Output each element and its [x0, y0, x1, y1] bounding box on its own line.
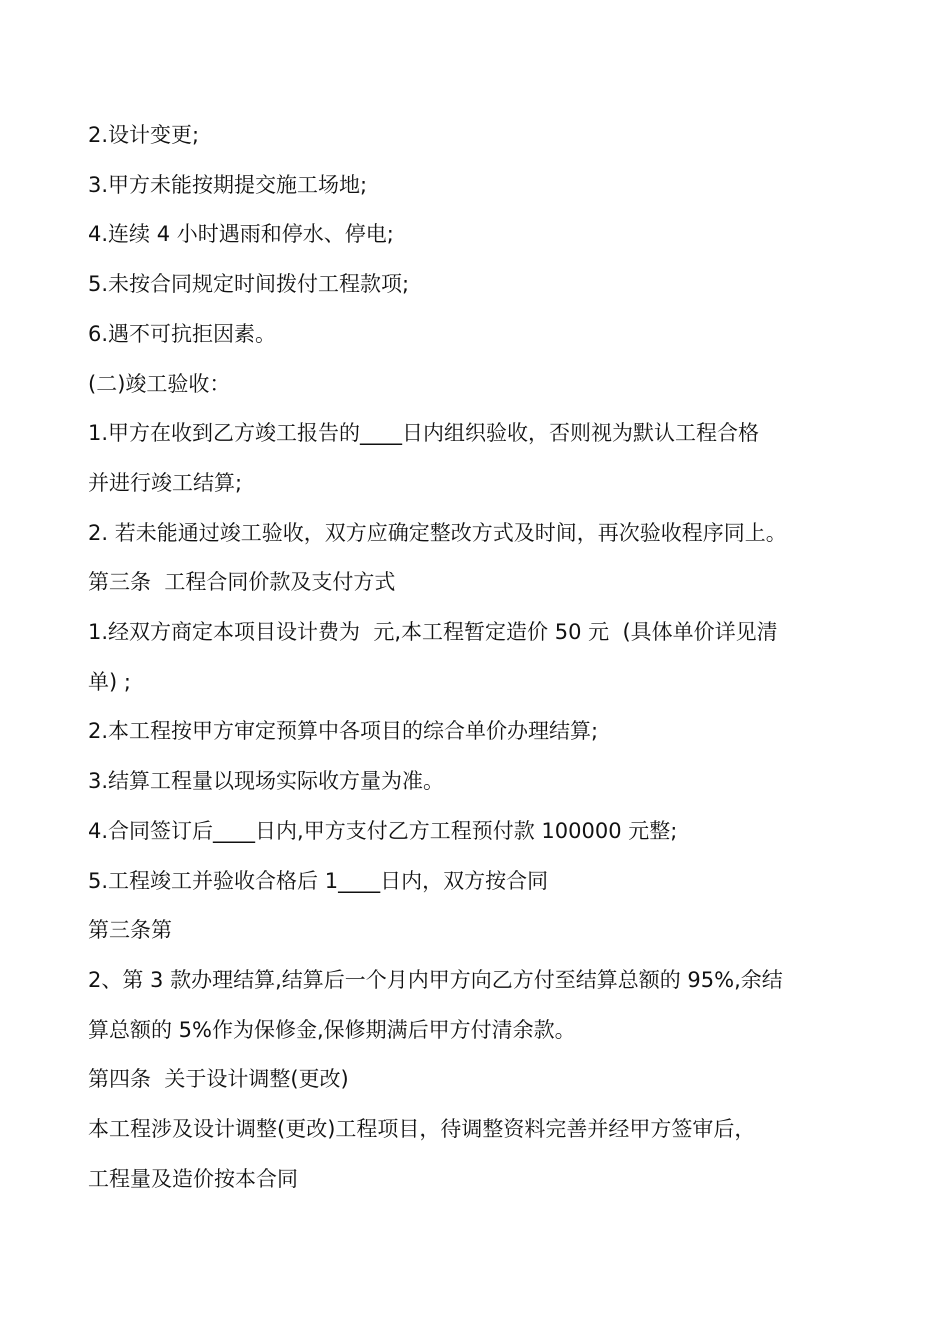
text-line: 2.设计变更; [88, 123, 200, 147]
text-line: 2. 若未能通过竣工验收，双方应确定整改方式及时间，再次验收程序同上。 [88, 520, 787, 545]
text-line: 单) ; [88, 669, 131, 694]
text-line: 工程量及造价按本合同 [88, 1166, 298, 1191]
text-line: 本工程涉及设计调整(更改)工程项目，待调整资料完善并经甲方签审后， [88, 1117, 756, 1142]
section-heading: (二)竣工验收： [88, 371, 231, 396]
text-line: 2.本工程按甲方审定预算中各项目的综合单价办理结算; [88, 719, 599, 744]
text-line: 1.甲方在收到乙方竣工报告的____日内组织验收，否则视为默认工程合格 [88, 421, 760, 446]
article-heading: 第三条 工程合同价款及支付方式 [88, 570, 396, 595]
text-line: 6.遇不可抗拒因素。 [88, 321, 277, 346]
article-heading: 第四条 关于设计调整(更改) [88, 1067, 349, 1092]
text-line: 3.甲方未能按期提交施工场地; [88, 172, 368, 197]
text-line: 1.经双方商定本项目设计费为 元,本工程暂定造价 50 元 (具体单价详见清 [88, 620, 778, 645]
text-line: 5.工程竣工并验收合格后 1____日内，双方按合同 [88, 868, 549, 893]
text-line: 算总额的 5%作为保修金,保修期满后甲方付清余款。 [88, 1017, 576, 1042]
text-line: 4.合同签订后____日内,甲方支付乙方工程预付款 100000 元整; [88, 818, 678, 843]
article-heading: 第三条第 [88, 918, 172, 943]
text-line: 并进行竣工结算; [88, 470, 243, 495]
text-line: 3.结算工程量以现场实际收方量为准。 [88, 769, 445, 794]
text-line: 4.连续 4 小时遇雨和停水、停电; [88, 222, 394, 247]
text-line: 5.未按合同规定时间拨付工程款项; [88, 272, 410, 297]
text-line: 2、第 3 款办理结算,结算后一个月内甲方向乙方付至结算总额的 95%,余结 [88, 967, 783, 992]
document-body [88, 111, 868, 1204]
